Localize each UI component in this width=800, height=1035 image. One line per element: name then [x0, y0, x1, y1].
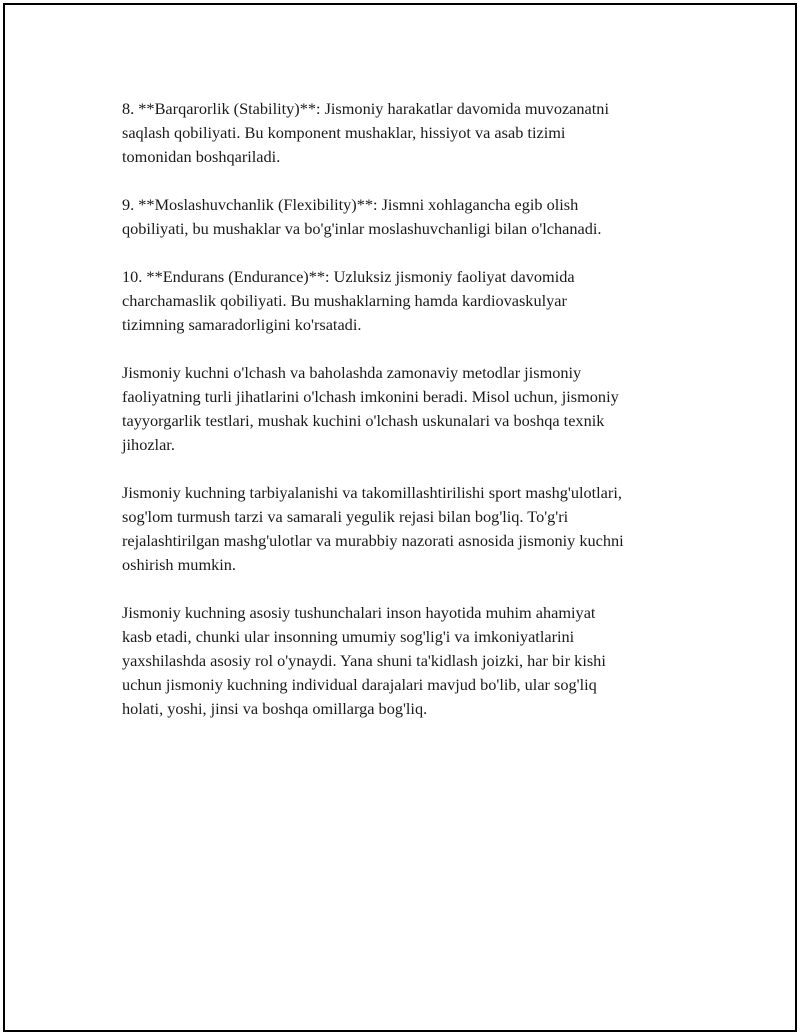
document-body	[122, 97, 712, 745]
paragraph-stability: 8. **Barqarorlik (Stability)**: Jismoniy harakatlar davomida muvozanatni saqlash qobiliyati. Bu komponent mushaklar, hissiyot va asab tizimi tomonidan boshqariladi.	[122, 99, 609, 166]
paragraph-measurement: Jismoniy kuchni o'lchash va baholashda zamonaviy metodlar jismoniy faoliyatning turli jihatlarini o'lchash imkonini beradi. Misol uchun, jismoniy tayyorgarlik testlari, mushak kuchini o'lchash uskunalari va boshqa texnik jihozlar.	[122, 363, 619, 454]
page-border	[3, 3, 797, 1032]
paragraph-training: Jismoniy kuchning tarbiyalanishi va takomillashtirilishi sport mashg'ulotlari, sog'lom turmush tarzi va samarali yegulik rejasi bilan bog'liq. To'g'ri rejalashtirilgan mashg'ulotlar va murabbiy nazorati asnosida jismoniy kuchni oshirish mumkin.	[122, 483, 624, 574]
paragraph-conclusion: Jismoniy kuchning asosiy tushunchalari inson hayotida muhim ahamiyat kasb etadi, chunki ular insonning umumiy sog'lig'i va imkoniyatlarini yaxshilashda asosiy rol o'ynaydi. Yana shuni ta'kidlash joizki, har bir kishi uchun jismoniy kuchning individual darajalari mavjud bo'lib, ular sog'liq holati, yoshi, jinsi va boshqa omillarga bog'liq.	[122, 603, 606, 718]
paragraph-flexibility: 9. **Moslashuvchanlik (Flexibility)**: Jismni xohlagancha egib olish qobiliyati, bu mushaklar va bo'g'inlar moslashuvchanligi bilan o'lchanadi.	[122, 195, 602, 238]
paragraph-endurance: 10. **Endurans (Endurance)**: Uzluksiz jismoniy faoliyat davomida charchamaslik qobiliyati. Bu mushaklarning hamda kardiovaskulyar tizimning samaradorligini ko'rsatadi.	[122, 267, 575, 334]
